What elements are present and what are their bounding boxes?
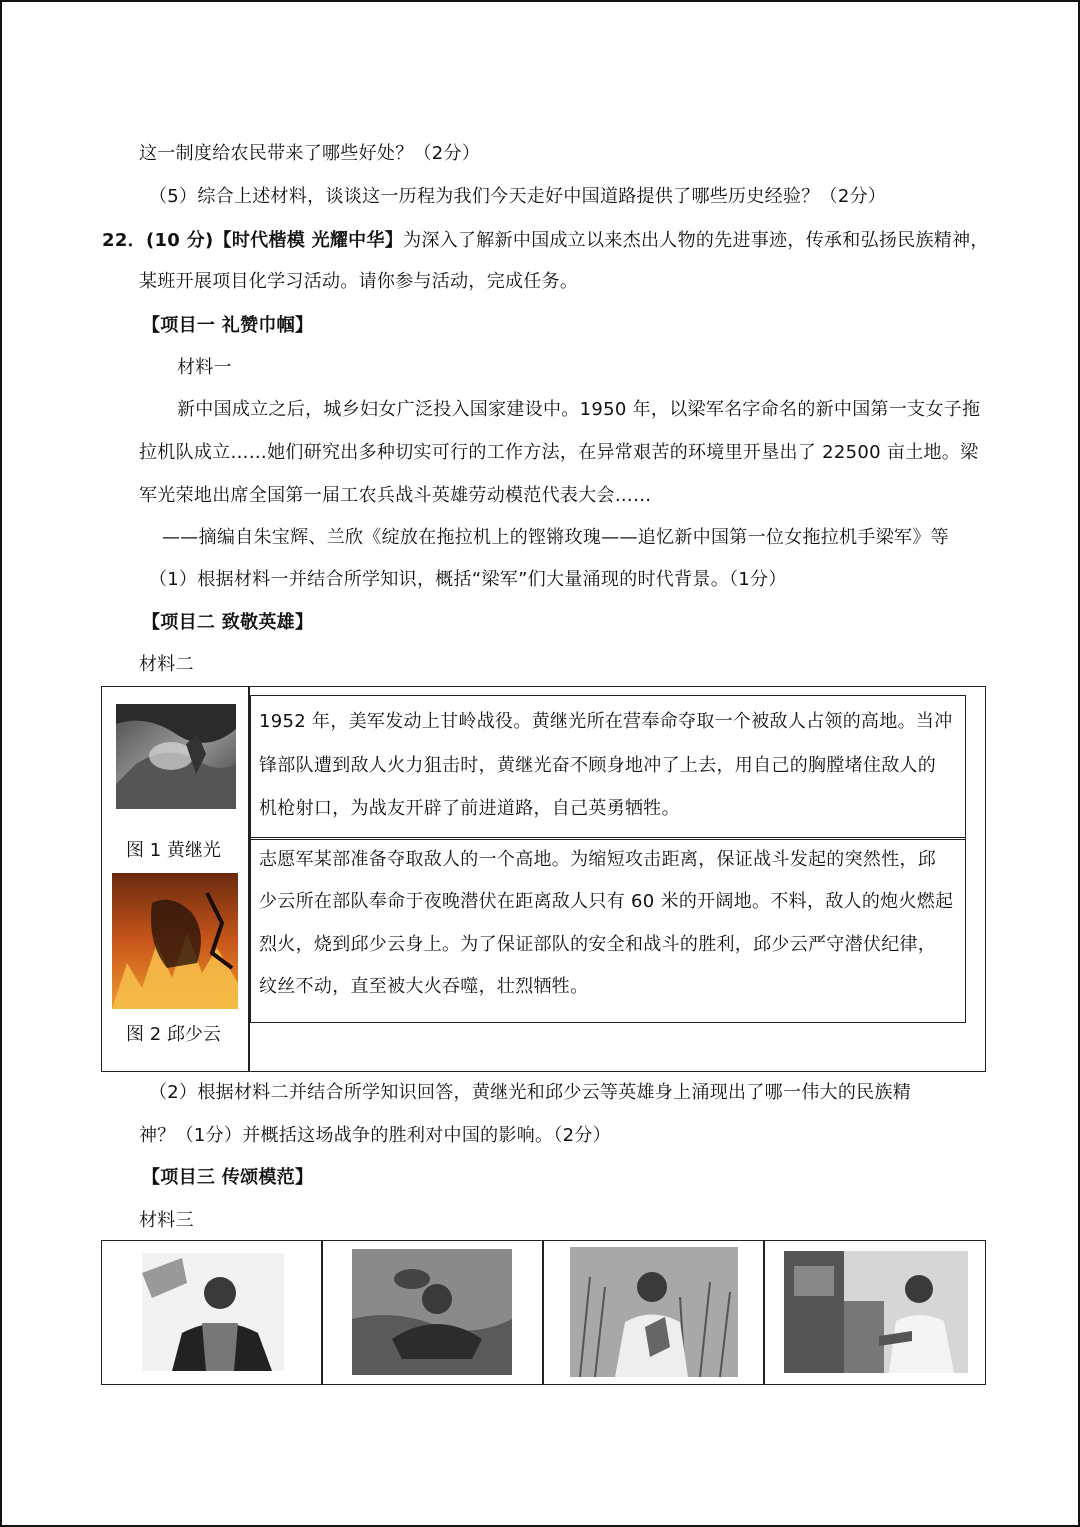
box2-line-2: 少云所在部队奉命于夜晚潜伏在距离敌人只有 60 米的开阔地。不料，敌人的炮火燃起 — [259, 891, 954, 912]
question-2-line-2: 神？（1分）并概括这场战争的胜利对中国的影响。（2分） — [139, 1125, 612, 1146]
box1-line-2: 锋部队遭到敌人火力狙击时，黄继光奋不顾身地冲了上去，用自己的胸膛堵住敌人的 — [259, 755, 937, 776]
project2-heading: 【项目二 致敬英雄】 — [142, 612, 314, 633]
question-2-line-1: （2）根据材料二并结合所学知识回答，黄继光和邱少云等英雄身上涌现出了哪一伟大的民族精 — [149, 1082, 912, 1103]
fig1-caption: 图 1 黄继光 — [126, 840, 221, 861]
q22-number: 22．(10 分)【时代楷模 光耀中华】 — [102, 230, 404, 251]
huang-jiguang-textbox — [250, 695, 966, 840]
box2-line-4: 纹丝不动，直至被大火吞噬，壮烈牺牲。 — [259, 976, 589, 997]
box1-line-3: 机枪射口，为战友开辟了前进道路，自己英勇牺牲。 — [259, 798, 680, 819]
fig2-caption: 图 2 邱少云 — [126, 1024, 221, 1045]
project1-heading: 【项目一 礼赞巾帼】 — [142, 315, 314, 336]
photo-divider-1 — [321, 1241, 323, 1384]
box2-line-1: 志愿军某部准备夺取敌人的一个高地。为缩短攻击距离，保证战斗发起的突然性，邱 — [259, 849, 937, 870]
material1-para-1: 新中国成立之后，城乡妇女广泛投入国家建设中。1950 年，以梁军名字命名的新中国第一支女子拖 — [177, 399, 981, 420]
model-photo-2 — [352, 1249, 512, 1375]
material2-table — [101, 686, 986, 1072]
intro-question-5: （5）综合上述材料，谈谈这一历程为我们今天走好中国道路提供了哪些历史经验？（2分） — [149, 186, 887, 207]
huang-jiguang-photo — [116, 704, 236, 809]
material1-para-3: 军光荣地出席全国第一届工农兵战斗英雄劳动模范代表大会…… — [139, 485, 652, 506]
material1-label: 材料一 — [177, 357, 232, 378]
intro-line-1: 这一制度给农民带来了哪些好处？（2分） — [139, 143, 481, 164]
model-photo-1 — [142, 1253, 284, 1371]
material2-label: 材料二 — [139, 654, 194, 675]
q22-line-1 — [102, 229, 989, 253]
photo-divider-2 — [542, 1241, 544, 1384]
qiu-shaoyun-textbox — [250, 837, 966, 1023]
photo-divider-3 — [763, 1241, 765, 1384]
model-photo-4 — [784, 1251, 968, 1373]
material1-source: ——摘编自朱宝辉、兰欣《绽放在拖拉机上的铿锵玫瑰——追忆新中国第一位女拖拉机手梁军》等 — [162, 527, 949, 548]
q22-line-2: 某班开展项目化学习活动。请你参与活动，完成任务。 — [139, 271, 579, 292]
project3-heading: 【项目三 传颂模范】 — [142, 1167, 314, 1188]
question-1: （1）根据材料一并结合所学知识，概括“梁军”们大量涌现的时代背景。（1分） — [149, 569, 787, 590]
q22-intro: 为深入了解新中国成立以来杰出人物的先进事迹，传承和弘扬民族精神， — [403, 230, 989, 251]
material1-para-2: 拉机队成立……她们研究出多种切实可行的工作方法，在异常艰苦的环境里开垦出了 22500 亩土地。梁 — [139, 442, 979, 463]
box1-line-1: 1952 年，美军发动上甘岭战役。黄继光所在营奉命夺取一个被敌人占领的高地。当冲 — [259, 711, 953, 732]
box2-line-3: 烈火，烧到邱少云身上。为了保证部队的安全和战斗的胜利，邱少云严守潜伏纪律， — [259, 934, 937, 955]
material3-label: 材料三 — [139, 1210, 194, 1231]
model-photo-3 — [570, 1247, 738, 1377]
qiu-shaoyun-photo — [112, 873, 238, 1009]
material3-photo-strip — [101, 1240, 986, 1385]
